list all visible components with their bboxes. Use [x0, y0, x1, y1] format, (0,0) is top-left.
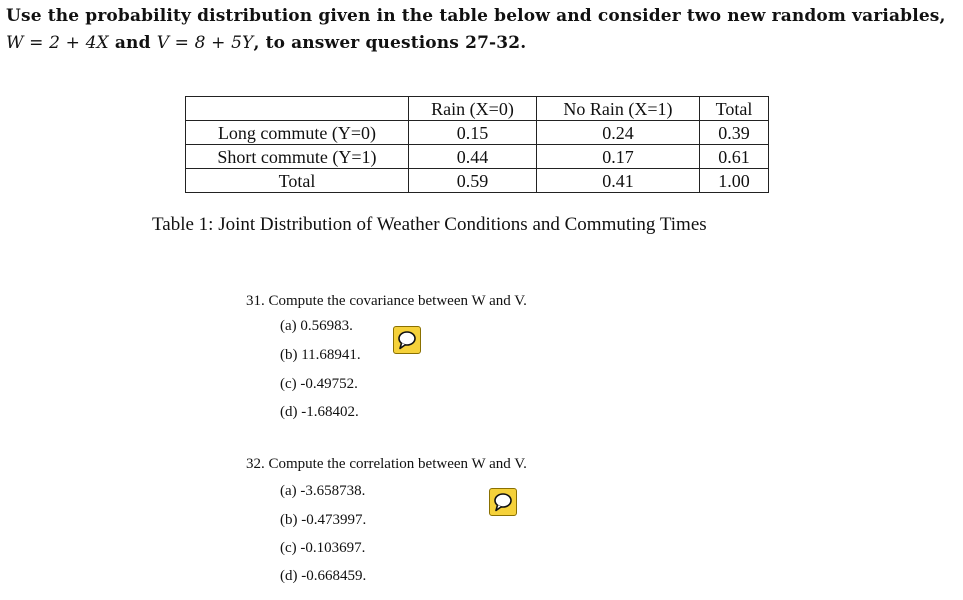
- question-stem: 32. Compute the correlation between W and V.: [246, 456, 527, 472]
- answer-option-a[interactable]: (a) 0.56983.: [280, 318, 353, 334]
- table-cell: 0.15: [409, 121, 537, 145]
- table-row: [186, 145, 769, 169]
- answer-option-b[interactable]: (b) 11.68941.: [280, 347, 361, 363]
- answer-option-a[interactable]: (a) -3.658738.: [280, 483, 366, 499]
- speech-bubble-icon[interactable]: [489, 488, 517, 516]
- answer-option-d[interactable]: (d) -0.668459.: [280, 568, 367, 584]
- question-stem: 31. Compute the covariance between W and V.: [246, 293, 527, 309]
- answer-option-b[interactable]: (b) -0.473997.: [280, 512, 367, 528]
- table-cell: 0.44: [409, 145, 537, 169]
- speech-bubble-glyph: [493, 492, 513, 512]
- instructions-line-1: Use the probability distribution given in the table below and consider two new random variables,: [6, 6, 946, 26]
- table-row: [186, 169, 769, 193]
- speech-bubble-glyph: [397, 330, 417, 350]
- table-row-label: Short commute (Y=1): [186, 145, 409, 169]
- table-header-row: [186, 97, 769, 121]
- table-header-cell: No Rain (X=1): [537, 97, 700, 121]
- table-row-label: Long commute (Y=0): [186, 121, 409, 145]
- instructions-and: and: [114, 33, 151, 53]
- table-caption: Table 1: Joint Distribution of Weather Conditions and Commuting Times: [152, 214, 707, 235]
- table-header-cell: Total: [700, 97, 769, 121]
- answer-option-c[interactable]: (c) -0.49752.: [280, 376, 358, 392]
- table-cell: 0.59: [409, 169, 537, 193]
- table-header-cell: [186, 97, 409, 121]
- table-cell: 0.39: [700, 121, 769, 145]
- instructions-paragraph: [6, 3, 956, 57]
- instructions-tail: , to answer questions 27-32.: [253, 33, 527, 53]
- table-cell: 0.61: [700, 145, 769, 169]
- answer-option-c[interactable]: (c) -0.103697.: [280, 540, 366, 556]
- table-cell: 1.00: [700, 169, 769, 193]
- table-cell: 0.24: [537, 121, 700, 145]
- table-cell: 0.17: [537, 145, 700, 169]
- joint-distribution-table: [185, 96, 769, 193]
- table-row-label: Total: [186, 169, 409, 193]
- speech-bubble-icon[interactable]: [393, 326, 421, 354]
- table-cell: 0.41: [537, 169, 700, 193]
- w-definition: W = 2 + 4X: [6, 33, 109, 53]
- table-header-cell: Rain (X=0): [409, 97, 537, 121]
- answer-option-d[interactable]: (d) -1.68402.: [280, 404, 359, 420]
- v-definition: V = 8 + 5Y: [156, 33, 254, 53]
- table-row: [186, 121, 769, 145]
